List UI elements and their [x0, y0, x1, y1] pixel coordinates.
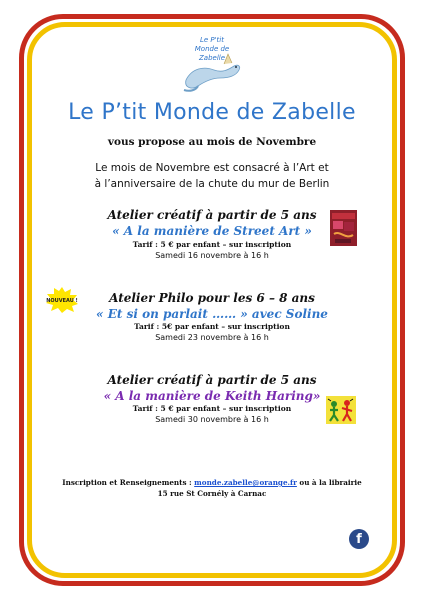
logo-text-line2: Monde de [194, 45, 230, 53]
intro-line-1: Le mois de Novembre est consacré à l’Art et [95, 162, 329, 174]
footer-suffix: ou à la librairie [296, 478, 362, 487]
street-art-image [330, 210, 357, 246]
footer-address: 15 rue St Cornély à Carnac [157, 489, 267, 498]
workshop-2-subtitle: « Et si on parlait …… » avec Soline [96, 307, 328, 321]
footer-prefix: Inscription et Renseignements : [62, 478, 195, 487]
keith-haring-image [326, 396, 356, 424]
subtitle: vous propose au mois de Novembre [107, 136, 317, 148]
workshop-3-date: Samedi 30 novembre à 16 h [155, 415, 269, 424]
intro-line-2: à l’anniversaire de la chute du mur de Berlin [94, 178, 330, 190]
workshop-2-title: Atelier Philo pour les 6 – 8 ans [109, 291, 315, 305]
footer-contact [0, 477, 424, 499]
workshop-3-title: Atelier créatif à partir de 5 ans [107, 373, 317, 387]
workshop-2-date: Samedi 23 novembre à 16 h [155, 333, 269, 342]
facebook-icon[interactable]: f [349, 529, 369, 549]
workshop-1-date: Samedi 16 novembre à 16 h [155, 251, 269, 260]
page-title: Le P’tit Monde de Zabelle [68, 100, 356, 125]
workshop-2-tarif: Tarif : 5€ par enfant – sur inscription [134, 322, 290, 331]
logo [178, 30, 246, 94]
intro-text [0, 160, 424, 192]
footer-email-link[interactable]: monde.zabelle@orange.fr [194, 478, 297, 487]
nouveau-badge-label: NOUVEAU ! [46, 298, 78, 304]
logo-text-line1: Le P'tit [199, 36, 225, 44]
workshop-1-tarif: Tarif : 5 € par enfant – sur inscription [132, 240, 292, 249]
workshop-3-tarif: Tarif : 5 € par enfant – sur inscription [132, 404, 292, 413]
logo-text-line3: Zabelle [198, 54, 226, 62]
workshop-1-subtitle: « A la manière de Street Art » [112, 224, 312, 238]
workshop-1-title: Atelier créatif à partir de 5 ans [107, 208, 317, 222]
workshop-3-subtitle: « A la manière de Keith Haring» [103, 389, 321, 403]
